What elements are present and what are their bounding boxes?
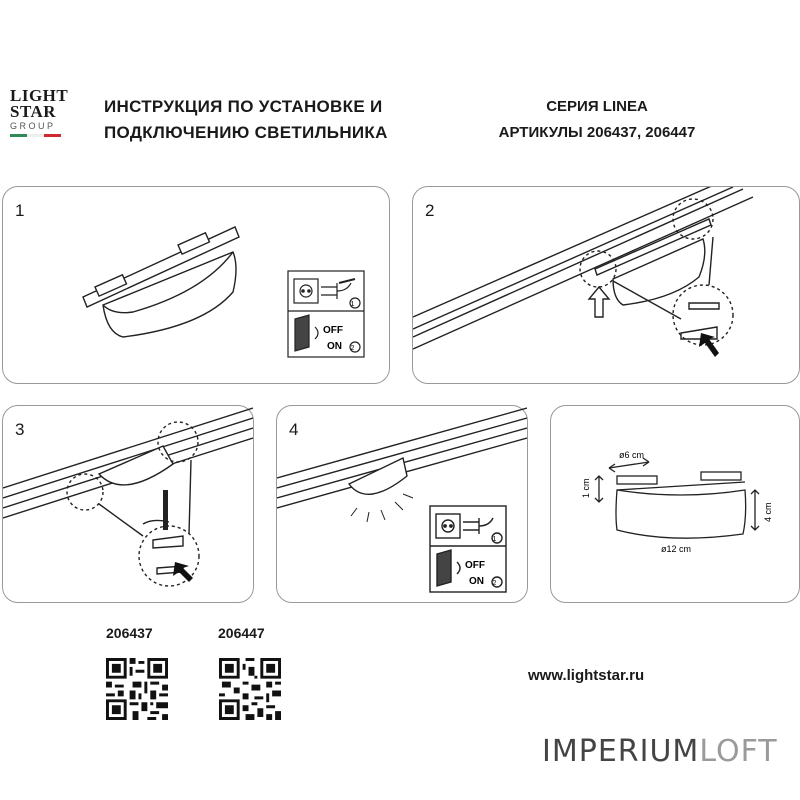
series-name: СЕРИЯ LINEA bbox=[546, 98, 648, 115]
italian-flag-icon bbox=[10, 134, 72, 137]
switch-off-label: OFF bbox=[465, 560, 485, 571]
qr-label-206447: 206447 bbox=[218, 625, 265, 641]
diameter-label: ø12 cm bbox=[661, 544, 692, 554]
switch-off-label: OFF bbox=[323, 325, 343, 336]
qr-code-icon[interactable] bbox=[219, 658, 281, 720]
qr-code-icon[interactable] bbox=[106, 658, 168, 720]
logo-line3: GROUP bbox=[10, 121, 56, 131]
mark-1: 1 bbox=[492, 536, 497, 543]
watermark-part2: LOFT bbox=[699, 734, 778, 769]
logo-line2: STAR bbox=[10, 102, 57, 121]
lightstar-logo bbox=[10, 88, 72, 137]
height-label: 4 cm bbox=[763, 502, 773, 522]
dimensions-illustration bbox=[551, 406, 799, 602]
imperiumloft-watermark bbox=[542, 734, 778, 769]
step-2-panel bbox=[412, 186, 800, 384]
step-4-panel bbox=[276, 405, 528, 603]
website-link[interactable]: www.lightstar.ru bbox=[528, 667, 645, 684]
step-number: 2 bbox=[425, 201, 435, 220]
small-height-label: 1 cm bbox=[581, 478, 591, 498]
articles: АРТИКУЛЫ 206437, 206447 bbox=[498, 124, 696, 141]
step-1-illustration bbox=[3, 187, 389, 383]
step-4-illustration bbox=[277, 406, 527, 602]
step-3-illustration bbox=[3, 406, 253, 602]
title-line1: ИНСТРУКЦИЯ ПО УСТАНОВКЕ И bbox=[104, 97, 383, 116]
width-label: ø6 cm bbox=[619, 450, 645, 460]
switch-on-label: ON bbox=[469, 576, 484, 587]
series-info bbox=[470, 94, 724, 146]
mark-2: 2 bbox=[492, 580, 497, 587]
mark-2: 2 bbox=[350, 345, 355, 352]
step-number: 3 bbox=[15, 420, 25, 439]
watermark-part1: IMPERIUM bbox=[542, 734, 700, 769]
switch-on-label: ON bbox=[327, 341, 342, 352]
step-number: 4 bbox=[289, 420, 299, 439]
step-number: 1 bbox=[15, 201, 25, 220]
title-line2: ПОДКЛЮЧЕНИЮ СВЕТИЛЬНИКА bbox=[104, 123, 388, 142]
step-2-illustration bbox=[413, 187, 799, 383]
page-title bbox=[104, 94, 388, 146]
logo-line1: LIGHT bbox=[10, 86, 69, 105]
qr-label-206437: 206437 bbox=[106, 625, 153, 641]
step-1-panel bbox=[2, 186, 390, 384]
step-3-panel bbox=[2, 405, 254, 603]
mark-1: 1 bbox=[350, 301, 355, 308]
dimensions-panel bbox=[550, 405, 800, 603]
